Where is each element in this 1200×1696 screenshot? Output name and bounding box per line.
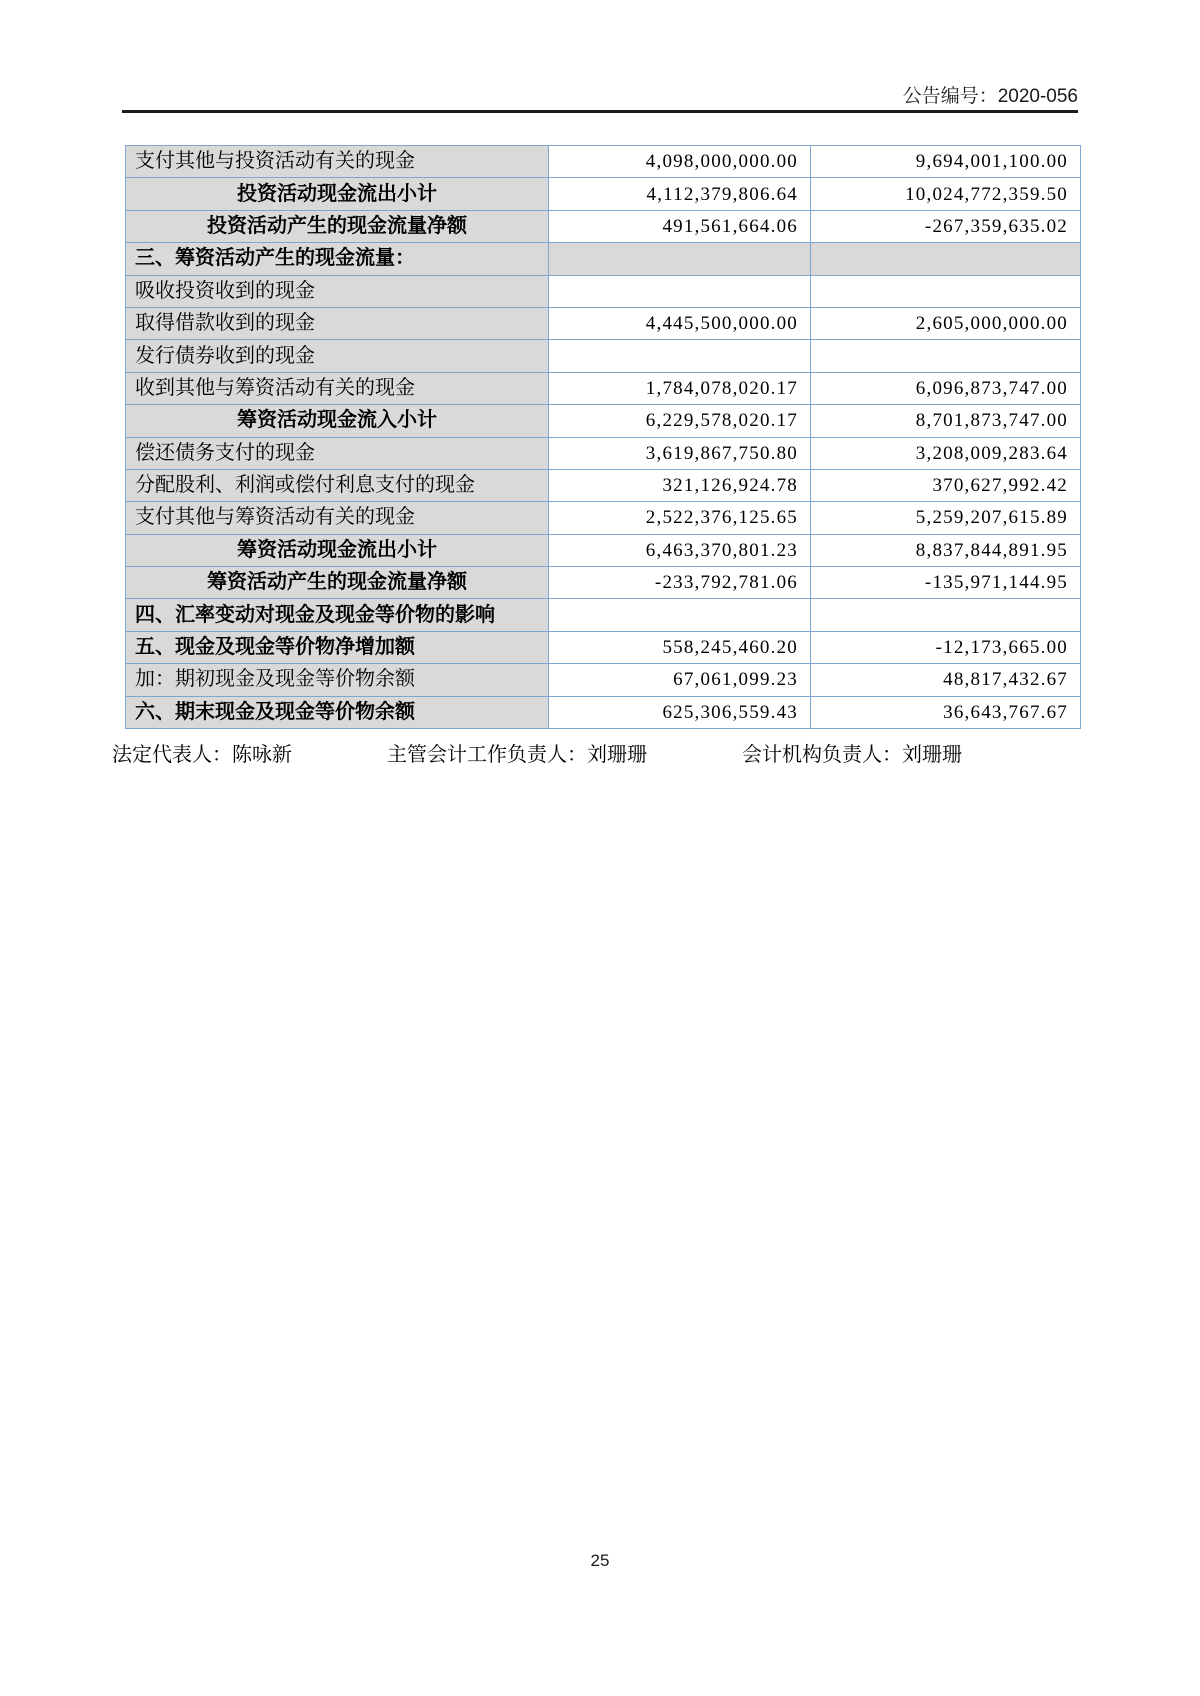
page-number: 25	[590, 1551, 610, 1570]
value-previous-period: 3,208,009,283.64	[811, 437, 1081, 469]
value-current-period: 1,784,078,020.17	[549, 372, 811, 404]
table-row	[126, 405, 1081, 437]
row-label: 发行债券收到的现金	[126, 340, 549, 372]
value-current-period: 6,229,578,020.17	[549, 405, 811, 437]
row-label: 吸收投资收到的现金	[126, 275, 549, 307]
table-row	[126, 243, 1081, 275]
value-previous-period	[811, 599, 1081, 631]
table-row	[126, 340, 1081, 372]
value-current-period: 491,561,664.06	[549, 210, 811, 242]
value-current-period: -233,792,781.06	[549, 567, 811, 599]
value-current-period: 4,445,500,000.00	[549, 307, 811, 339]
table-row	[126, 599, 1081, 631]
header-rule	[122, 110, 1078, 113]
row-label: 筹资活动现金流入小计	[126, 405, 549, 437]
row-label: 投资活动现金流出小计	[126, 178, 549, 210]
row-label: 筹资活动现金流出小计	[126, 534, 549, 566]
value-current-period	[549, 599, 811, 631]
value-current-period: 4,112,379,806.64	[549, 178, 811, 210]
value-current-period: 4,098,000,000.00	[549, 146, 811, 178]
value-current-period: 6,463,370,801.23	[549, 534, 811, 566]
row-label: 筹资活动产生的现金流量净额	[126, 567, 549, 599]
value-previous-period	[811, 275, 1081, 307]
value-previous-period: 8,701,873,747.00	[811, 405, 1081, 437]
value-current-period	[549, 275, 811, 307]
value-current-period	[549, 243, 811, 275]
row-label: 加：期初现金及现金等价物余额	[126, 664, 549, 696]
value-previous-period: -12,173,665.00	[811, 631, 1081, 663]
value-current-period: 558,245,460.20	[549, 631, 811, 663]
value-previous-period: 9,694,001,100.00	[811, 146, 1081, 178]
value-previous-period: -135,971,144.95	[811, 567, 1081, 599]
cash-flow-table	[125, 145, 1081, 729]
table-row	[126, 146, 1081, 178]
row-label: 取得借款收到的现金	[126, 307, 549, 339]
value-current-period: 625,306,559.43	[549, 696, 811, 728]
table-row	[126, 567, 1081, 599]
value-previous-period: 5,259,207,615.89	[811, 502, 1081, 534]
table-row	[126, 210, 1081, 242]
table-row	[126, 502, 1081, 534]
announcement-number: 公告编号：2020-056	[902, 86, 1078, 107]
value-current-period	[549, 340, 811, 372]
table-row	[126, 534, 1081, 566]
value-previous-period: -267,359,635.02	[811, 210, 1081, 242]
value-previous-period: 36,643,767.67	[811, 696, 1081, 728]
row-label: 六、期末现金及现金等价物余额	[126, 696, 549, 728]
value-previous-period: 10,024,772,359.50	[811, 178, 1081, 210]
value-current-period: 2,522,376,125.65	[549, 502, 811, 534]
row-label: 偿还债务支付的现金	[126, 437, 549, 469]
value-current-period: 67,061,099.23	[549, 664, 811, 696]
row-label: 三、筹资活动产生的现金流量：	[126, 243, 549, 275]
table-row	[126, 307, 1081, 339]
table-row	[126, 469, 1081, 501]
row-label: 四、汇率变动对现金及现金等价物的影响	[126, 599, 549, 631]
table-row	[126, 372, 1081, 404]
value-previous-period: 48,817,432.67	[811, 664, 1081, 696]
value-previous-period: 2,605,000,000.00	[811, 307, 1081, 339]
table-row	[126, 631, 1081, 663]
value-current-period: 321,126,924.78	[549, 469, 811, 501]
value-previous-period	[811, 340, 1081, 372]
value-previous-period: 370,627,992.42	[811, 469, 1081, 501]
row-label: 支付其他与投资活动有关的现金	[126, 146, 549, 178]
table-row	[126, 437, 1081, 469]
value-current-period: 3,619,867,750.80	[549, 437, 811, 469]
row-label: 分配股利、利润或偿付利息支付的现金	[126, 469, 549, 501]
signature-legal-representative: 法定代表人：陈咏新	[112, 744, 292, 766]
signature-accounting-department-head: 会计机构负责人：刘珊珊	[742, 744, 962, 766]
value-previous-period: 6,096,873,747.00	[811, 372, 1081, 404]
table-row	[126, 664, 1081, 696]
row-label: 支付其他与筹资活动有关的现金	[126, 502, 549, 534]
table-row	[126, 178, 1081, 210]
row-label: 五、现金及现金等价物净增加额	[126, 631, 549, 663]
row-label: 投资活动产生的现金流量净额	[126, 210, 549, 242]
signature-accounting-supervisor: 主管会计工作负责人：刘珊珊	[387, 744, 647, 766]
value-previous-period	[811, 243, 1081, 275]
table-row	[126, 275, 1081, 307]
table-row	[126, 696, 1081, 728]
row-label: 收到其他与筹资活动有关的现金	[126, 372, 549, 404]
value-previous-period: 8,837,844,891.95	[811, 534, 1081, 566]
